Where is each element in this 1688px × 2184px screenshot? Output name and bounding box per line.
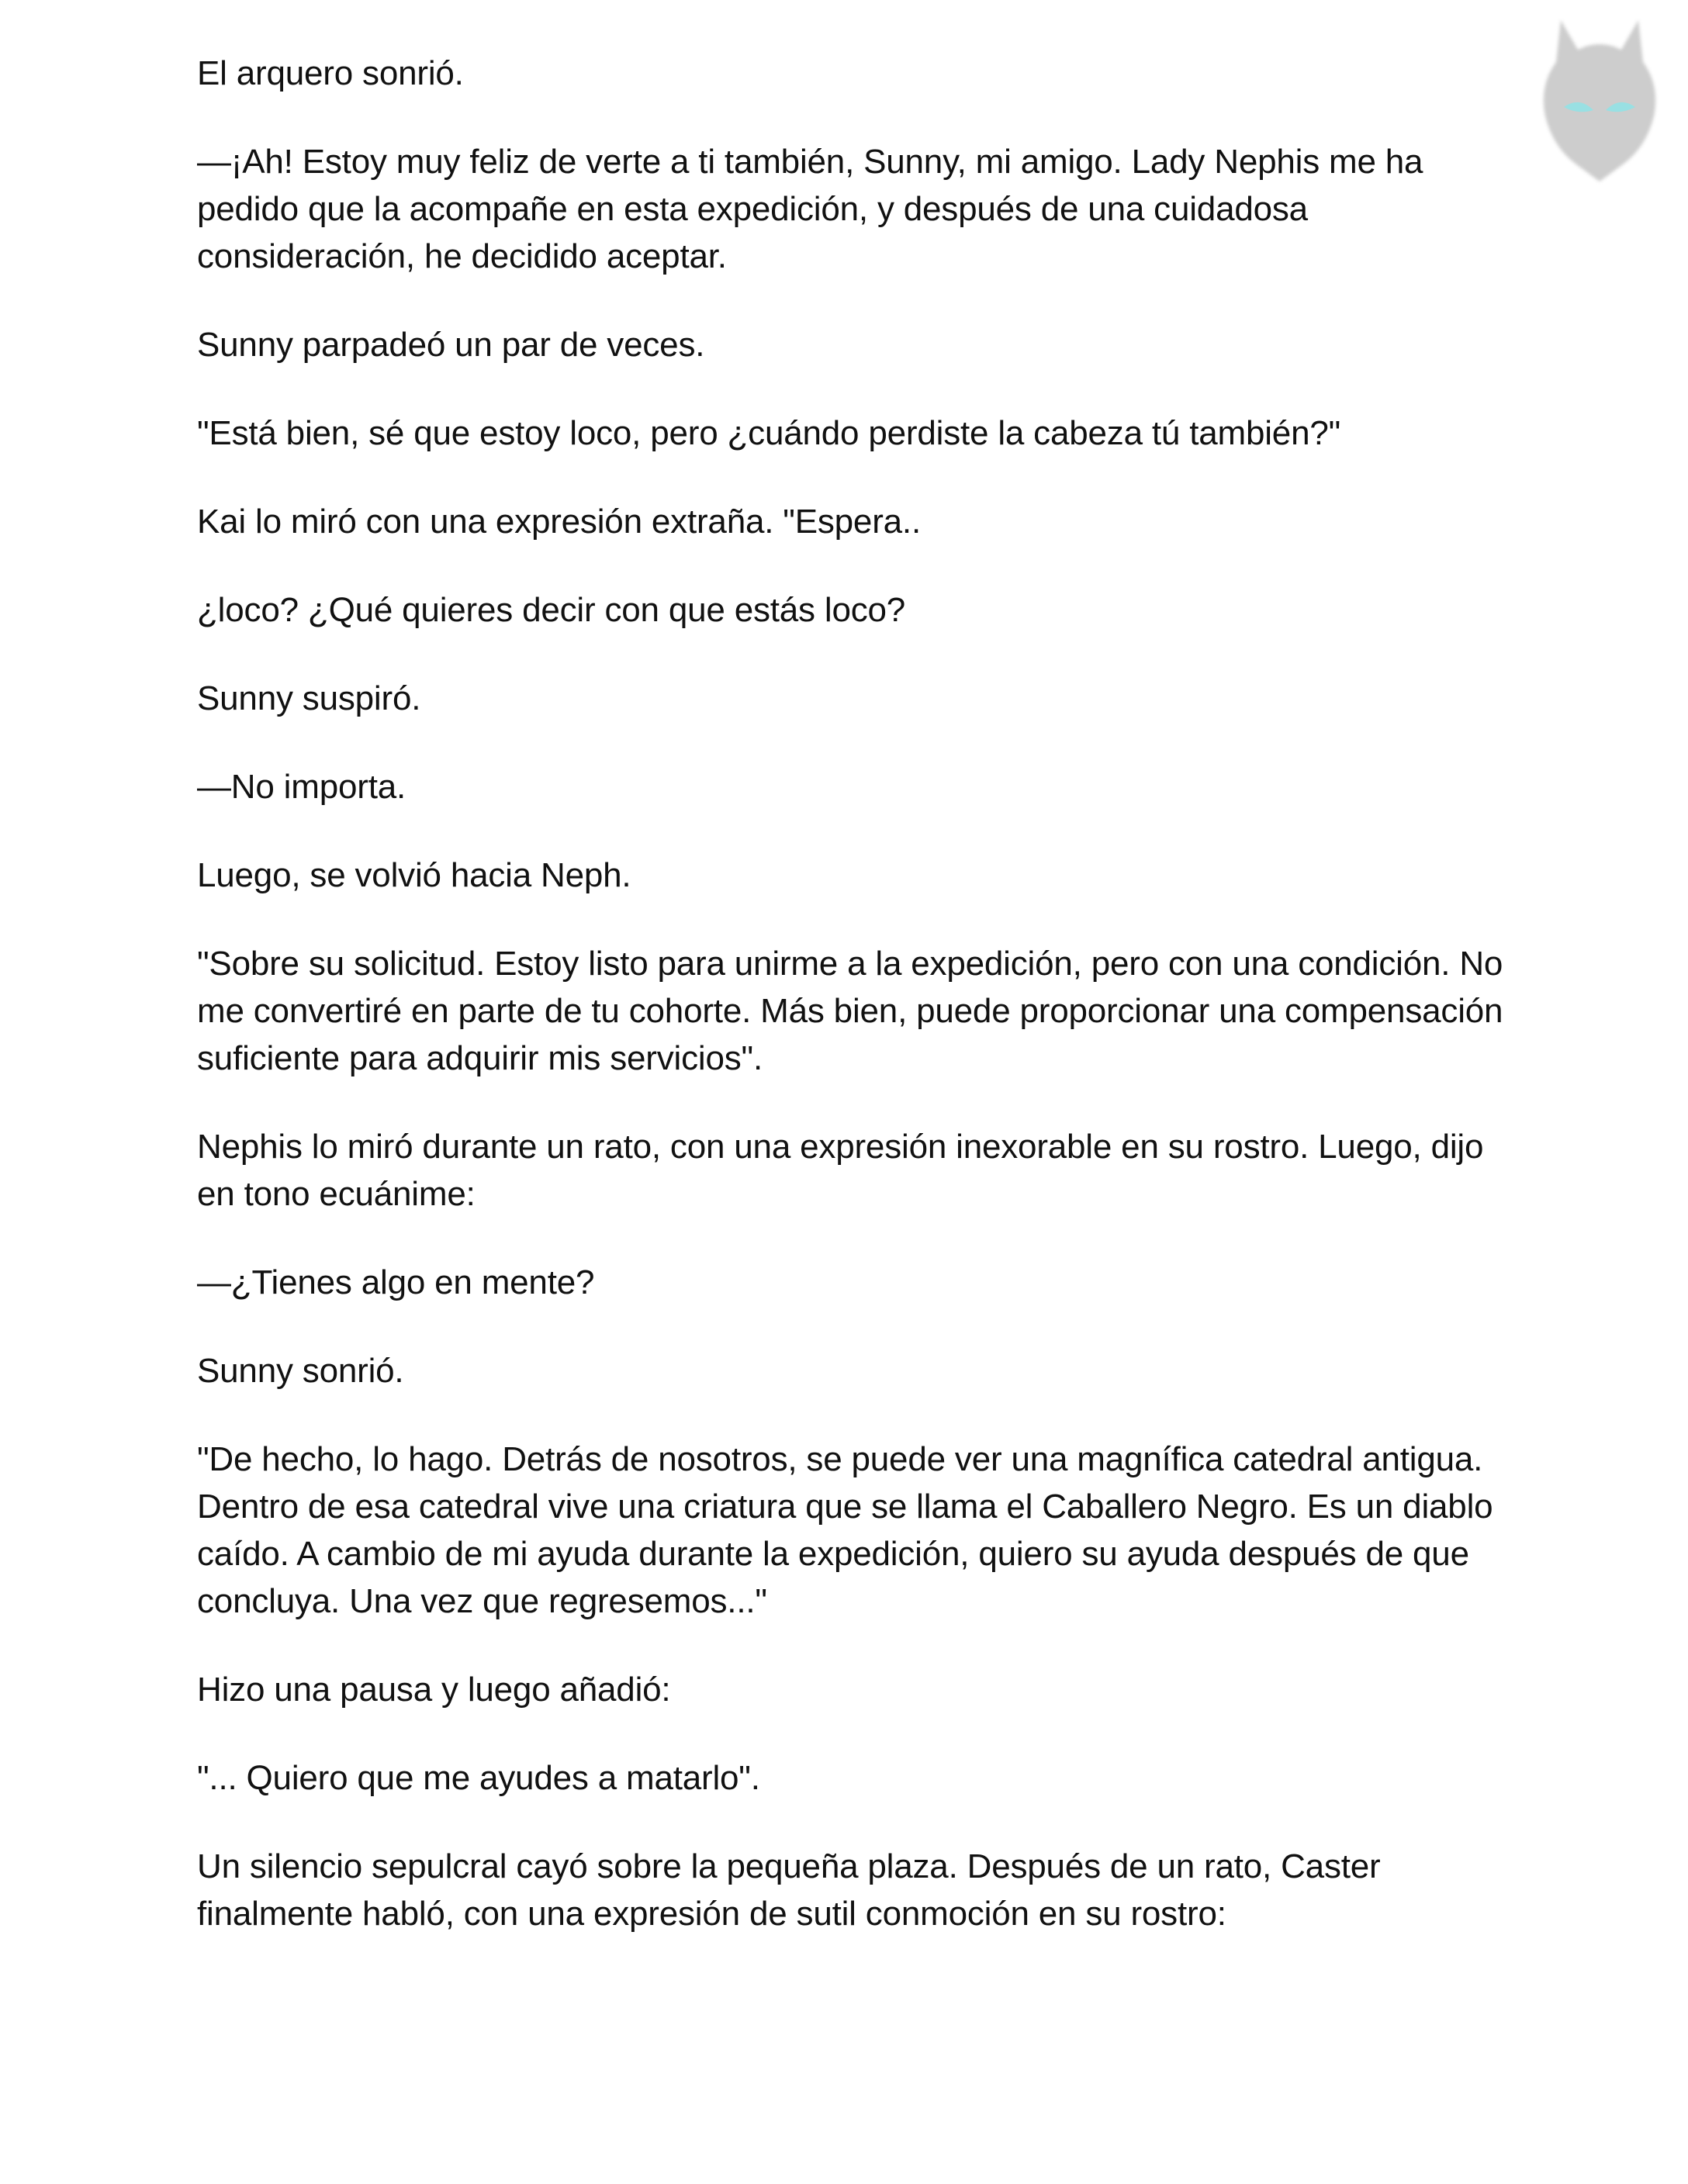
- paragraph: Sunny parpadeó un par de veces.: [197, 326, 705, 364]
- paragraph: Sunny suspiró.: [197, 679, 421, 717]
- paragraph: "... Quiero que me ayudes a matarlo".: [197, 1759, 760, 1797]
- demon-head-icon: [1530, 16, 1669, 186]
- document-body: [197, 50, 1508, 1978]
- paragraph: "Está bien, sé que estoy loco, pero ¿cuándo perdiste la cabeza tú también?": [197, 414, 1341, 452]
- paragraph: Nephis lo miró durante un rato, con una expresión inexorable en su rostro. Luego, dijo en tono ecuánime:: [197, 1128, 1484, 1213]
- paragraph: Kai lo miró con una expresión extraña. "Espera..: [197, 503, 921, 541]
- paragraph: El arquero sonrió.: [197, 54, 464, 92]
- paragraph: ¿loco? ¿Qué quieres decir con que estás loco?: [197, 591, 906, 629]
- paragraph: —¡Ah! Estoy muy feliz de verte a ti también, Sunny, mi amigo. Lady Nephis me ha pedido que la acompañe en esta expedición, y después de una cuidadosa consideración, he decidido aceptar.: [197, 143, 1423, 275]
- paragraph: Sunny sonrió.: [197, 1352, 404, 1390]
- paragraph: "Sobre su solicitud. Estoy listo para unirme a la expedición, pero con una condición. No me convertiré en parte de tu cohorte. Más bien, puede proporcionar una compensación suficiente para adquirir mis servicios".: [197, 945, 1503, 1077]
- paragraph: —No importa.: [197, 768, 406, 806]
- paragraph: Un silencio sepulcral cayó sobre la pequeña plaza. Después de un rato, Caster finalmente habló, con una expresión de sutil conmoción en su rostro:: [197, 1847, 1381, 1933]
- paragraph: "De hecho, lo hago. Detrás de nosotros, se puede ver una magnífica catedral antigua. Dentro de esa catedral vive una criatura que se llama el Caballero Negro. Es un diablo caído. A cambio de mi ayuda durante la expedición, quiero su ayuda después de que concluya. Una vez que regresemos...": [197, 1440, 1493, 1620]
- paragraph: Luego, se volvió hacia Neph.: [197, 856, 631, 894]
- paragraph: —¿Tienes algo en mente?: [197, 1263, 595, 1301]
- paragraph: Hizo una pausa y luego añadió:: [197, 1671, 671, 1709]
